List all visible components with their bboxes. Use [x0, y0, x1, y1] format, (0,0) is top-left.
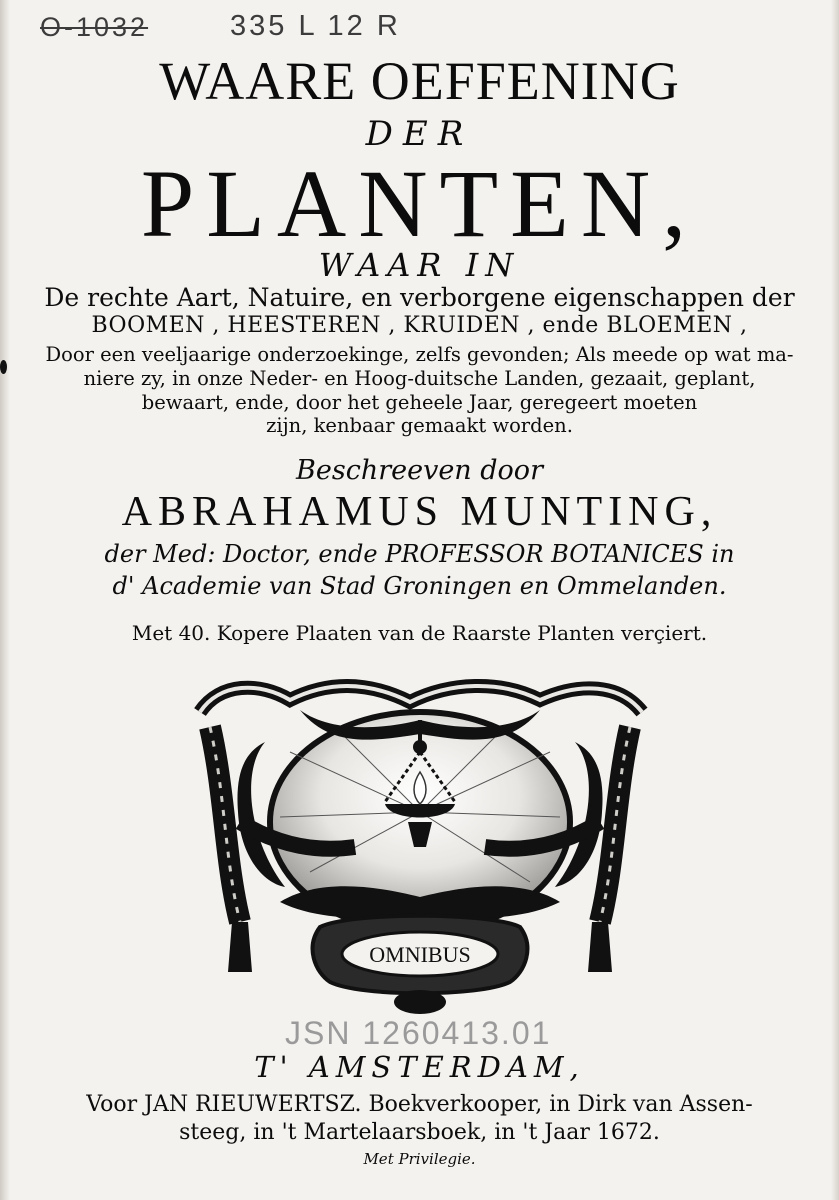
motto-text: OMNIBUS [369, 942, 471, 967]
description-line-3: Door een veeljaarige onderzoekinge, zelfs gevonden; Als meede op wat ma- [45, 343, 794, 366]
imprint-line-2: steeg, in 't Martelaarsboek, in 't Jaar 1672. [179, 1120, 660, 1145]
description-line-4: niere zy, in onze Neder- en Hoog-duitsche Landen, gezaait, geplant, [83, 367, 756, 390]
author-title: der Med: Doctor, ende PROFESSOR BOTANICES in [104, 540, 735, 568]
title-main: PLANTEN, [140, 150, 699, 257]
description-line-2: BOOMEN , HEESTEREN , KRUIDEN , ende BLOEMEN , [91, 313, 748, 338]
privilege-note: Met Privilegie. [363, 1150, 476, 1168]
plates-note: Met 40. Kopere Plaaten van de Raarste Planten verçiert. [131, 621, 708, 645]
author-affiliation: d' Academie van Stad Groningen en Ommelanden. [112, 572, 727, 600]
imprint-city: T' AMSTERDAM, [254, 1050, 585, 1084]
description-line-5: bewaart, ende, door het geheele Jaar, geregeert moeten [141, 391, 698, 414]
author-intro: Beschreeven door [296, 455, 543, 486]
description-line-1: De rechte Aart, Natuire, en verborgene eigenschappen der [44, 283, 795, 312]
library-stamp: JSN 1260413.01 [285, 1015, 552, 1051]
shelfmark-top-right: 335 L 12 R [230, 10, 401, 42]
author-name: ABRAHAMUS MUNTING, [121, 489, 718, 535]
ink-spot [0, 360, 7, 374]
title-line-4: WAAR IN [318, 246, 521, 284]
description-line-6: zijn, kenbaar gemaakt worden. [266, 414, 573, 437]
title-line-2: DER [365, 114, 474, 154]
title-line-1: WAARE OEFFENING [159, 51, 680, 111]
imprint-line-1: Voor JAN RIEUWERTSZ. Boekverkooper, in Dirk van Assen- [86, 1092, 753, 1117]
shelfmark-top-left: O-1032 [40, 12, 149, 42]
hanging-lamp-cartouche-icon [180, 672, 660, 1017]
